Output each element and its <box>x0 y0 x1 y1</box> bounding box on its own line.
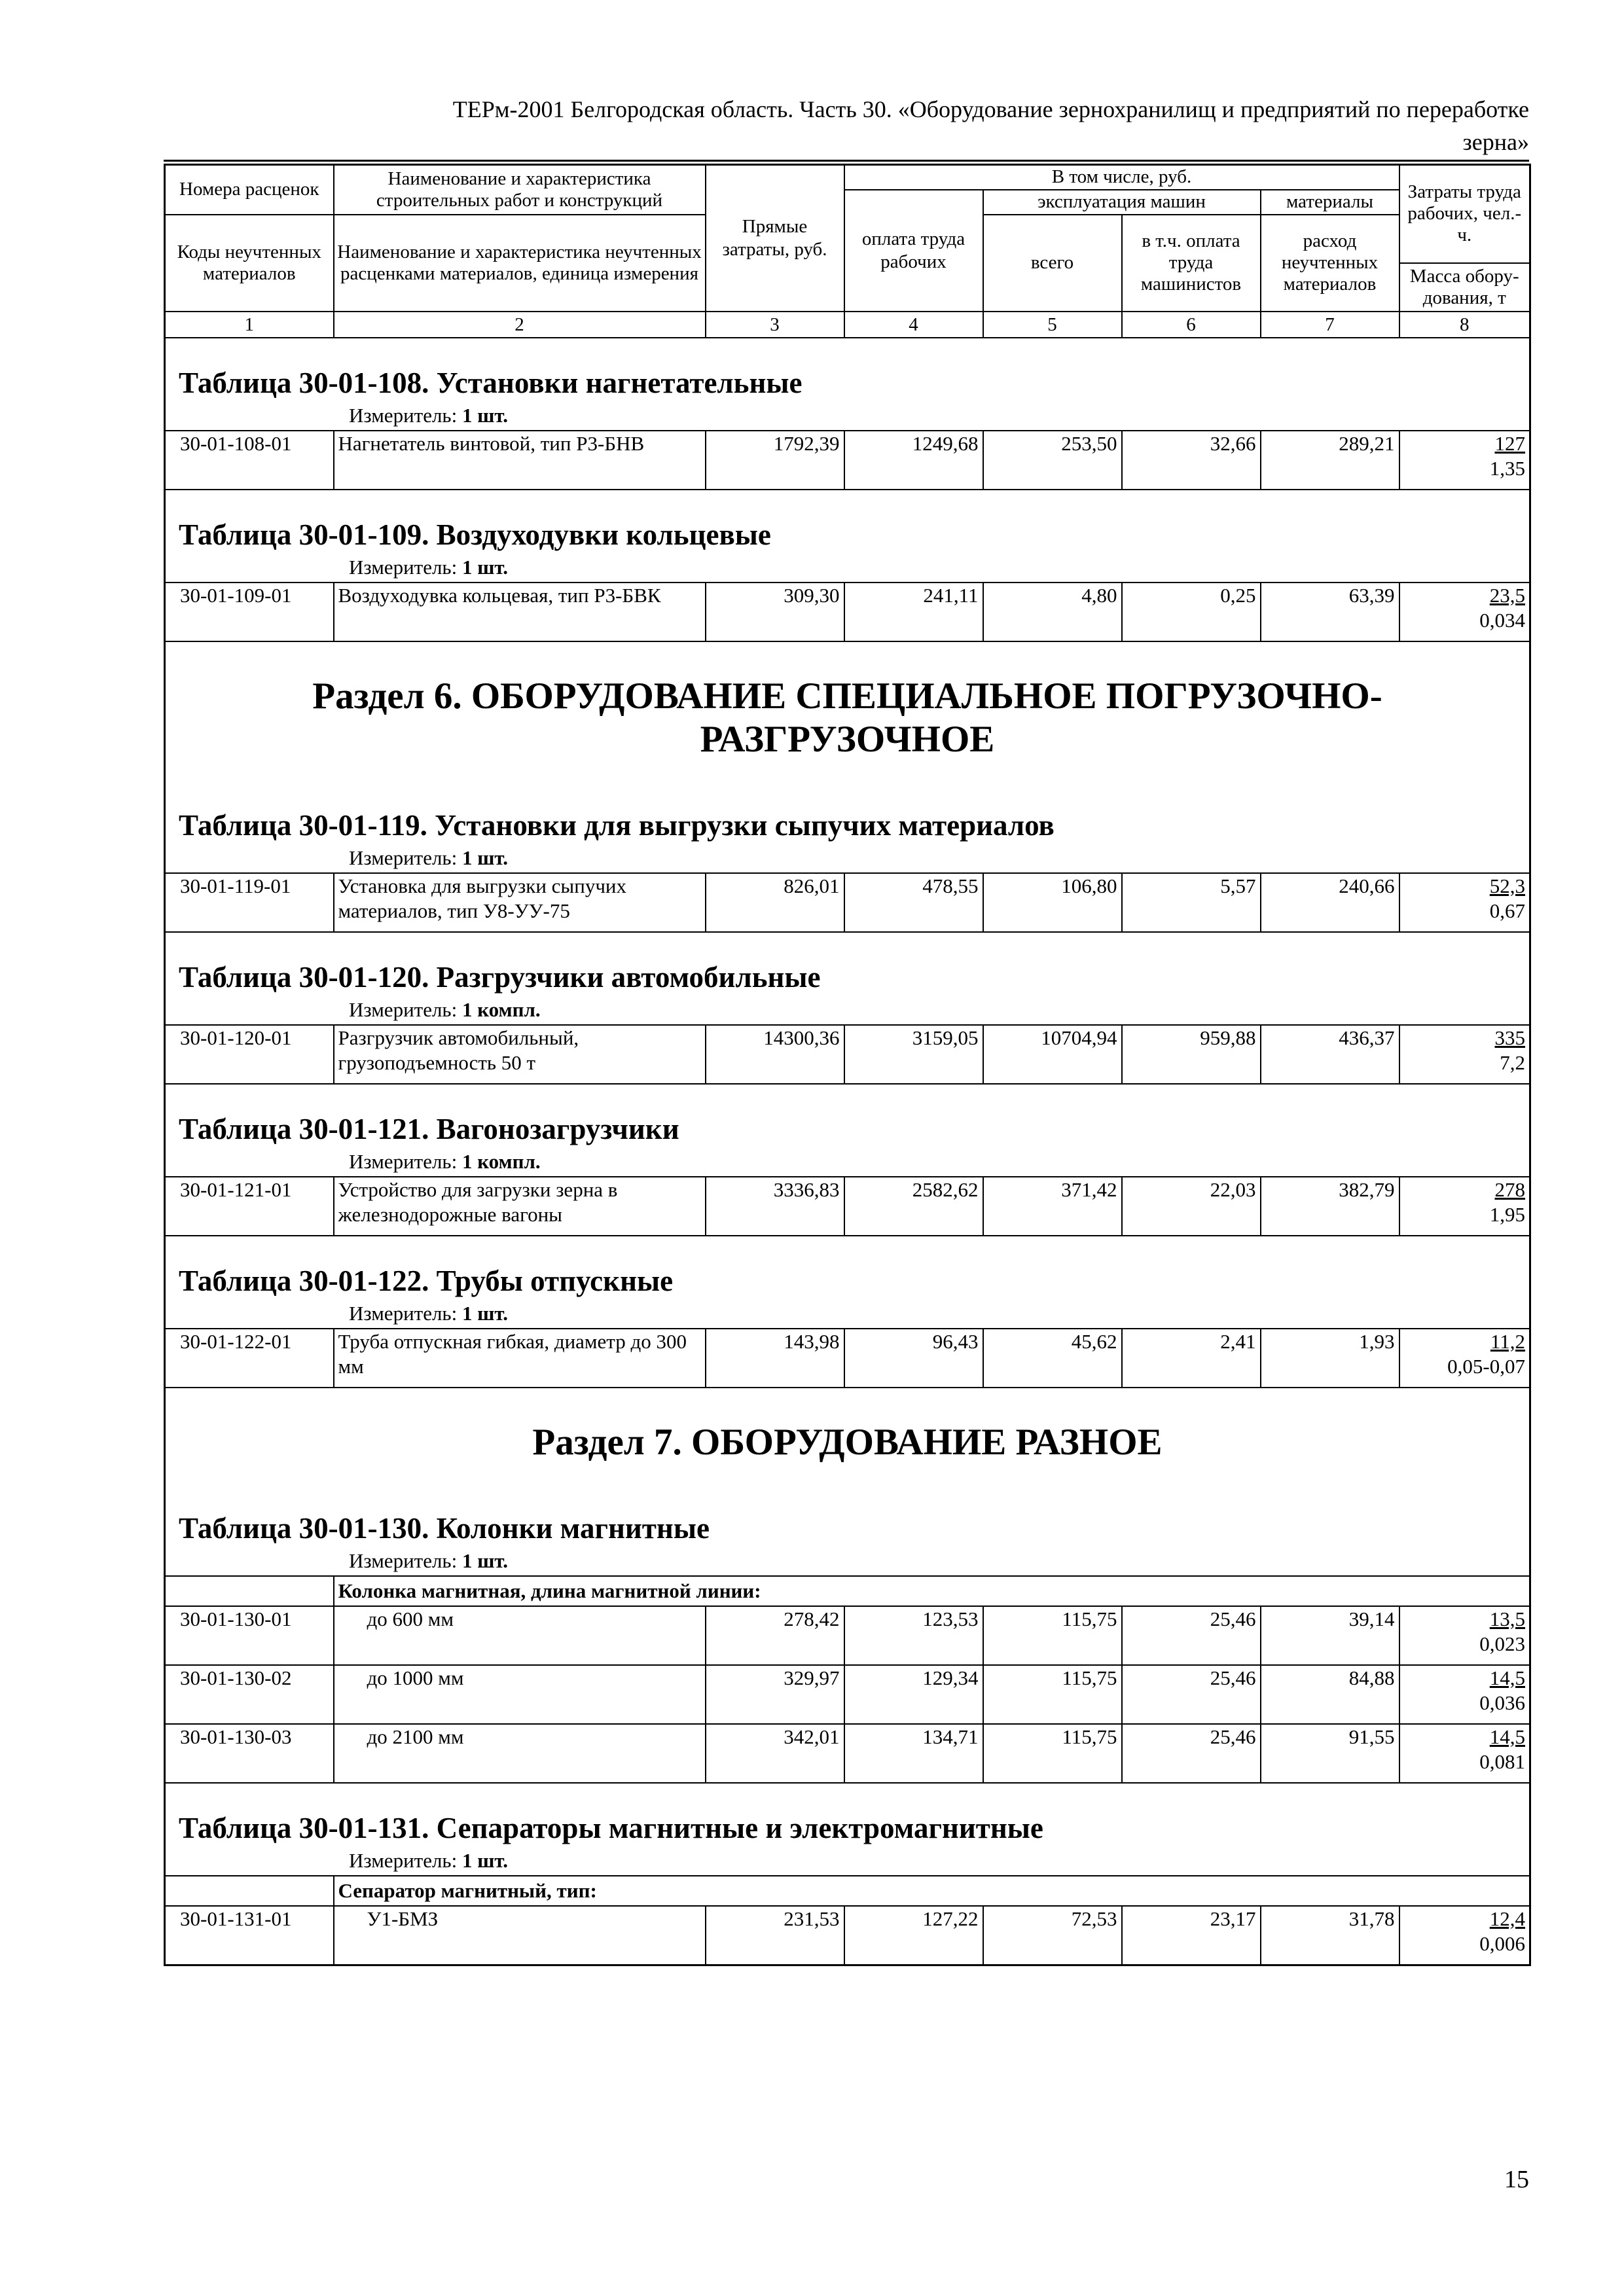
value-machines: 45,62 <box>983 1329 1122 1388</box>
value-machines: 10704,94 <box>983 1025 1122 1084</box>
value-wages: 2582,62 <box>844 1177 983 1236</box>
measure-label: Измеритель: <box>349 1549 458 1572</box>
value-direct: 309,30 <box>706 583 844 641</box>
rate-name: Воздуходувка кольцевая, тип Р3-БВК <box>334 583 706 641</box>
table-title: Таблица 30-01-119. Установки для выгрузки сыпучих материалов <box>165 781 1530 844</box>
subheader-row <box>165 1876 1530 1906</box>
labor-mass-cell <box>1399 1906 1530 1965</box>
table-row <box>165 1724 1530 1783</box>
measure-cell <box>165 1846 1530 1876</box>
value-operators: 22,03 <box>1122 1177 1261 1236</box>
value-mass: 1,35 <box>1489 456 1525 480</box>
value-labor: 11,2 <box>1490 1329 1525 1353</box>
table-row <box>165 1906 1530 1965</box>
measure-label: Измеритель: <box>349 403 458 427</box>
labor-mass-cell <box>1399 1724 1530 1783</box>
table-title-row <box>165 1084 1530 1147</box>
measure-label: Измеритель: <box>349 1848 458 1872</box>
measure-label: Измеритель: <box>349 997 458 1021</box>
value-labor: 23,5 <box>1489 583 1525 607</box>
header-rule <box>164 160 1529 162</box>
table-title-row <box>165 1484 1530 1547</box>
value-operators: 25,46 <box>1122 1724 1261 1783</box>
header-materials-usage: расход неучтенных материалов <box>1261 215 1399 312</box>
rate-code: 30-01-130-01 <box>165 1606 334 1665</box>
value-materials: 382,79 <box>1261 1177 1399 1236</box>
header-including: В том числе, руб. <box>844 165 1399 190</box>
page-number: 15 <box>1504 2166 1529 2193</box>
measure-unit: 1 шт. <box>461 846 509 869</box>
rate-name: Труба отпускная гибкая, диаметр до 300 мм <box>334 1329 706 1388</box>
measure-row <box>165 844 1530 873</box>
value-materials: 91,55 <box>1261 1724 1399 1783</box>
rate-name: Установка для выгрузки сыпучих материалов, тип У8-УУ-75 <box>334 873 706 932</box>
labor-mass-cell <box>1399 583 1530 641</box>
subheader-spacer <box>165 1876 334 1906</box>
measure-row <box>165 1299 1530 1329</box>
header-material-names: Наименование и характеристика неучтенных расценками материалов, единица измерения <box>334 215 706 312</box>
subheader-row <box>165 1576 1530 1606</box>
table-title-row <box>165 1783 1530 1846</box>
value-wages: 134,71 <box>844 1724 983 1783</box>
rate-code: 30-01-108-01 <box>165 431 334 490</box>
value-mass: 0,023 <box>1479 1632 1525 1655</box>
value-materials: 84,88 <box>1261 1665 1399 1724</box>
rate-code: 30-01-109-01 <box>165 583 334 641</box>
header-machine-operation: эксплуатация машин <box>983 190 1261 215</box>
value-wages: 478,55 <box>844 873 983 932</box>
value-labor: 14,5 <box>1489 1725 1525 1748</box>
table-row <box>165 873 1530 932</box>
measure-row <box>165 1147 1530 1177</box>
col-num: 3 <box>706 312 844 338</box>
value-mass: 1,95 <box>1489 1202 1525 1226</box>
measure-cell <box>165 553 1530 583</box>
value-mass: 0,034 <box>1479 608 1525 632</box>
rate-name: У1-БМЗ <box>334 1906 706 1965</box>
value-materials: 436,37 <box>1261 1025 1399 1084</box>
value-labor: 335 <box>1494 1026 1525 1049</box>
rate-name: до 2100 мм <box>334 1724 706 1783</box>
value-direct: 1792,39 <box>706 431 844 490</box>
rate-code: 30-01-130-03 <box>165 1724 334 1783</box>
value-operators: 25,46 <box>1122 1606 1261 1665</box>
rate-name: Устройство для загрузки зерна в железнодорожные вагоны <box>334 1177 706 1236</box>
subheader-spacer <box>165 1576 334 1606</box>
table-row <box>165 1329 1530 1388</box>
rate-name: до 1000 мм <box>334 1665 706 1724</box>
header-wages: оплата труда рабочих <box>844 190 983 312</box>
value-direct: 329,97 <box>706 1665 844 1724</box>
value-labor: 52,3 <box>1489 874 1525 897</box>
measure-cell <box>165 1147 1530 1177</box>
value-direct: 3336,83 <box>706 1177 844 1236</box>
measure-row <box>165 401 1530 431</box>
value-labor: 12,4 <box>1489 1907 1525 1930</box>
value-labor: 13,5 <box>1489 1607 1525 1630</box>
table-title: Таблица 30-01-108. Установки нагнетательные <box>165 338 1530 401</box>
measure-unit: 1 шт. <box>461 1549 509 1572</box>
value-direct: 14300,36 <box>706 1025 844 1084</box>
measure-label: Измеритель: <box>349 1149 458 1173</box>
section-title: Раздел 7. ОБОРУДОВАНИЕ РАЗНОЕ <box>165 1388 1530 1484</box>
table-row <box>165 1177 1530 1236</box>
table-row <box>165 1606 1530 1665</box>
col-num: 2 <box>334 312 706 338</box>
value-wages: 123,53 <box>844 1606 983 1665</box>
measure-cell <box>165 1299 1530 1329</box>
table-title: Таблица 30-01-121. Вагонозагрузчики <box>165 1084 1530 1147</box>
page-header <box>164 93 1529 158</box>
value-materials: 1,93 <box>1261 1329 1399 1388</box>
measure-unit: 1 компл. <box>461 1149 541 1173</box>
table-title: Таблица 30-01-122. Трубы отпускные <box>165 1236 1530 1299</box>
value-machines: 371,42 <box>983 1177 1122 1236</box>
value-labor: 14,5 <box>1489 1666 1525 1689</box>
labor-mass-cell <box>1399 1329 1530 1388</box>
value-direct: 231,53 <box>706 1906 844 1965</box>
table-title: Таблица 30-01-131. Сепараторы магнитные и электромагнитные <box>165 1783 1530 1846</box>
measure-unit: 1 шт. <box>461 1301 509 1325</box>
value-materials: 240,66 <box>1261 873 1399 932</box>
value-wages: 127,22 <box>844 1906 983 1965</box>
value-wages: 241,11 <box>844 583 983 641</box>
section-row <box>165 641 1530 781</box>
value-direct: 143,98 <box>706 1329 844 1388</box>
rate-code: 30-01-131-01 <box>165 1906 334 1965</box>
measure-cell <box>165 401 1530 431</box>
value-machines: 72,53 <box>983 1906 1122 1965</box>
value-labor: 127 <box>1494 431 1525 455</box>
measure-unit: 1 шт. <box>461 1848 509 1872</box>
value-mass: 0,036 <box>1479 1691 1525 1714</box>
value-direct: 278,42 <box>706 1606 844 1665</box>
col-num: 7 <box>1261 312 1399 338</box>
table-row <box>165 431 1530 490</box>
column-numbers-row <box>165 312 1530 338</box>
measure-cell <box>165 996 1530 1025</box>
labor-mass-cell <box>1399 1025 1530 1084</box>
value-materials: 31,78 <box>1261 1906 1399 1965</box>
labor-mass-cell <box>1399 1177 1530 1236</box>
value-machines: 115,75 <box>983 1724 1122 1783</box>
value-materials: 39,14 <box>1261 1606 1399 1665</box>
table-title: Таблица 30-01-109. Воздуходувки кольцевые <box>165 490 1530 553</box>
table-title: Таблица 30-01-120. Разгрузчики автомобильные <box>165 932 1530 996</box>
header-equipment-mass: Масса обору-дования, т <box>1399 263 1530 312</box>
table-title-row <box>165 1236 1530 1299</box>
rate-code: 30-01-130-02 <box>165 1665 334 1724</box>
col-num: 8 <box>1399 312 1530 338</box>
value-wages: 3159,05 <box>844 1025 983 1084</box>
measure-unit: 1 шт. <box>461 403 509 427</box>
measure-row <box>165 553 1530 583</box>
measure-cell <box>165 844 1530 873</box>
value-operators: 2,41 <box>1122 1329 1261 1388</box>
measure-unit: 1 шт. <box>461 555 509 579</box>
rate-name: Разгрузчик автомобильный, грузоподъемность 50 т <box>334 1025 706 1084</box>
col-num: 5 <box>983 312 1122 338</box>
col-num: 4 <box>844 312 983 338</box>
table-row <box>165 1665 1530 1724</box>
value-machines: 253,50 <box>983 431 1122 490</box>
value-wages: 1249,68 <box>844 431 983 490</box>
table-body <box>165 338 1530 1965</box>
measure-unit: 1 компл. <box>461 997 541 1021</box>
value-labor: 278 <box>1494 1177 1525 1201</box>
value-machines: 115,75 <box>983 1606 1122 1665</box>
page-header-line2: зерна» <box>1462 129 1529 155</box>
value-mass: 0,05-0,07 <box>1447 1354 1525 1378</box>
table-title-row <box>165 781 1530 844</box>
value-machines: 115,75 <box>983 1665 1122 1724</box>
value-materials: 63,39 <box>1261 583 1399 641</box>
value-wages: 129,34 <box>844 1665 983 1724</box>
table-title-row <box>165 490 1530 553</box>
rates-table <box>164 164 1531 1966</box>
rate-code: 30-01-121-01 <box>165 1177 334 1236</box>
value-mass: 0,67 <box>1489 899 1525 922</box>
rate-code: 30-01-122-01 <box>165 1329 334 1388</box>
header-material-codes: Коды неучтенных материалов <box>165 215 334 312</box>
col-num: 1 <box>165 312 334 338</box>
value-operators: 5,57 <box>1122 873 1261 932</box>
measure-label: Измеритель: <box>349 846 458 869</box>
value-operators: 25,46 <box>1122 1665 1261 1724</box>
header-work-name: Наименование и характеристика строительных работ и конструкций <box>334 165 706 215</box>
rate-code: 30-01-120-01 <box>165 1025 334 1084</box>
value-operators: 959,88 <box>1122 1025 1261 1084</box>
value-operators: 32,66 <box>1122 431 1261 490</box>
rate-name: до 600 мм <box>334 1606 706 1665</box>
table-row <box>165 1025 1530 1084</box>
rate-code: 30-01-119-01 <box>165 873 334 932</box>
value-direct: 342,01 <box>706 1724 844 1783</box>
header-rate-numbers: Номера расценок <box>165 165 334 215</box>
table-header <box>165 165 1530 338</box>
labor-mass-cell <box>1399 873 1530 932</box>
header-labor-costs: Затраты труда рабочих, чел.-ч. <box>1399 165 1530 263</box>
value-operators: 23,17 <box>1122 1906 1261 1965</box>
measure-row <box>165 1547 1530 1576</box>
measure-label: Измеритель: <box>349 555 458 579</box>
measure-row <box>165 996 1530 1025</box>
table-title-row <box>165 338 1530 401</box>
value-mass: 0,006 <box>1479 1931 1525 1955</box>
labor-mass-cell <box>1399 431 1530 490</box>
subheader-text: Колонка магнитная, длина магнитной линии: <box>334 1576 1530 1606</box>
measure-row <box>165 1846 1530 1876</box>
value-machines: 4,80 <box>983 583 1122 641</box>
value-wages: 96,43 <box>844 1329 983 1388</box>
section-row <box>165 1388 1530 1484</box>
value-machines: 106,80 <box>983 873 1122 932</box>
page-header-line1: ТЕРм-2001 Белгородская область. Часть 30. «Оборудование зернохранилищ и предприятий по переработке <box>452 96 1529 122</box>
rate-name: Нагнетатель винтовой, тип Р3-БНВ <box>334 431 706 490</box>
header-direct-costs: Прямые затраты, руб. <box>706 165 844 312</box>
value-operators: 0,25 <box>1122 583 1261 641</box>
header-operator-wages: в т.ч. оплата труда машинистов <box>1122 215 1261 312</box>
value-direct: 826,01 <box>706 873 844 932</box>
value-mass: 7,2 <box>1500 1050 1525 1074</box>
header-materials: материалы <box>1261 190 1399 215</box>
labor-mass-cell <box>1399 1606 1530 1665</box>
table-title-row <box>165 932 1530 996</box>
col-num: 6 <box>1122 312 1261 338</box>
section-title: Раздел 6. ОБОРУДОВАНИЕ СПЕЦИАЛЬНОЕ ПОГРУЗОЧНО-РАЗГРУЗОЧНОЕ <box>165 641 1530 781</box>
labor-mass-cell <box>1399 1665 1530 1724</box>
measure-cell <box>165 1547 1530 1576</box>
header-machines-total: всего <box>983 215 1122 312</box>
measure-label: Измеритель: <box>349 1301 458 1325</box>
table-row <box>165 583 1530 641</box>
table-title: Таблица 30-01-130. Колонки магнитные <box>165 1484 1530 1547</box>
value-mass: 0,081 <box>1479 1749 1525 1773</box>
value-materials: 289,21 <box>1261 431 1399 490</box>
subheader-text: Сепаратор магнитный, тип: <box>334 1876 1530 1906</box>
